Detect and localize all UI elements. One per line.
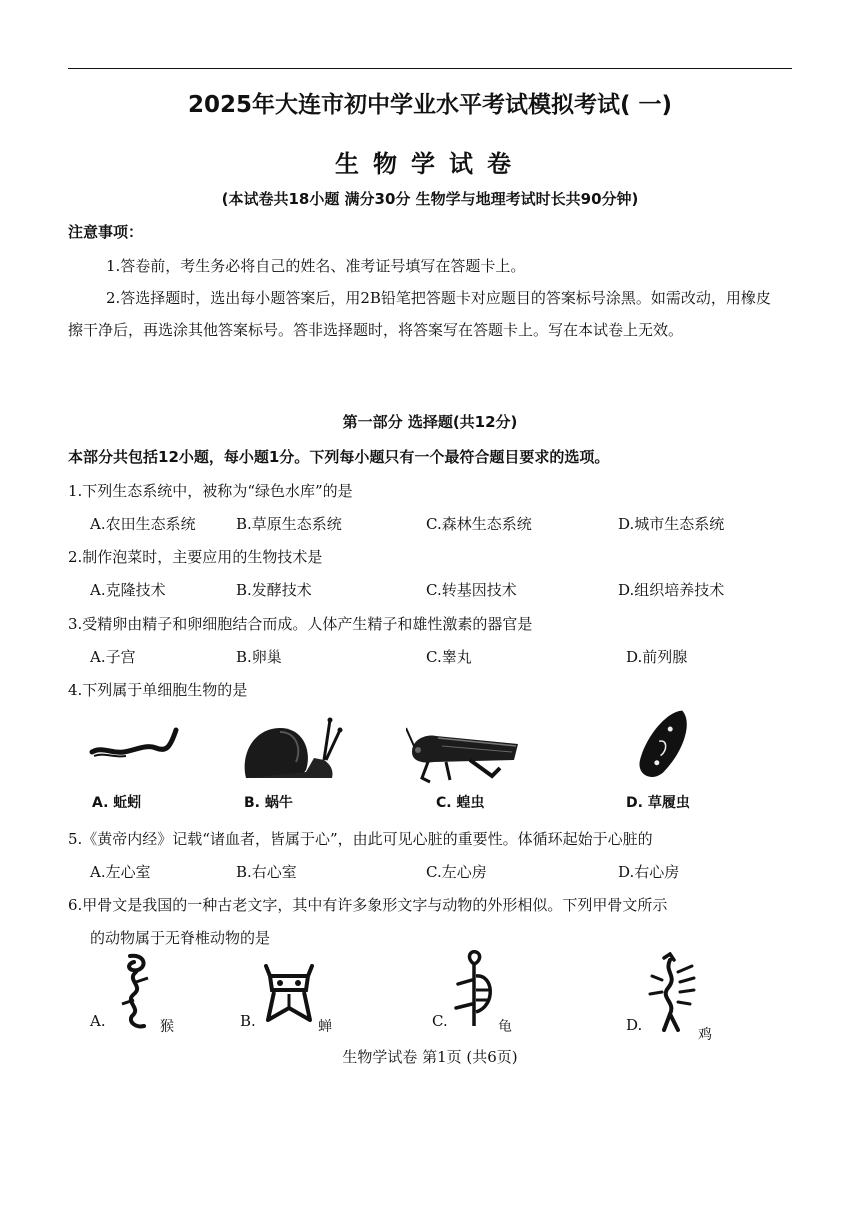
- q4-label-b: B. 蜗牛: [244, 795, 293, 811]
- question-4-stem: 4.下列属于单细胞生物的是: [68, 681, 248, 699]
- notice-item-2: 2.答选择题时，选出每小题答案后，用2B铅笔把答题卡对应题目的答案标号涂黑。如需改动，用橡皮擦干净后，再选涂其他答案标号。答非选择题时，将答案写在答题卡上。写在本试卷上无效。: [68, 289, 771, 339]
- oracle-turtle-glyph: [454, 950, 498, 1032]
- q6-letter-a: A.: [90, 1012, 106, 1030]
- q6-letter-d: D.: [626, 1016, 643, 1034]
- question-1-stem: 1.下列生态系统中，被称为“绿色水库”的是: [68, 482, 353, 500]
- q2-option-d: D.组织培养技术: [618, 581, 725, 599]
- notice-heading: 注意事项：: [68, 223, 144, 241]
- section-heading: 第一部分 选择题(共12分): [342, 413, 518, 431]
- q2-option-b: B.发酵技术: [236, 581, 312, 599]
- q1-option-c: C.森林生态系统: [426, 515, 532, 533]
- q6-letter-b: B.: [240, 1012, 256, 1030]
- exam-subject: 生物学试卷: [335, 150, 525, 178]
- page-footer: 生物学试卷 第1页 (共6页): [342, 1048, 518, 1066]
- q3-option-c: C.睾丸: [426, 648, 472, 666]
- oracle-chicken-glyph: [648, 952, 698, 1032]
- q6-name-a: 猴: [160, 1019, 174, 1035]
- question-6-stem-line2: 的动物属于无脊椎动物的是: [90, 929, 271, 947]
- oracle-cicada-glyph: [262, 964, 316, 1028]
- exam-title: 2025年大连市初中学业水平考试模拟考试( 一): [187, 92, 673, 118]
- q4-label-a: A. 蚯蚓: [92, 795, 142, 811]
- q3-option-b: B.卵巢: [236, 648, 282, 666]
- q6-name-c: 龟: [498, 1019, 512, 1035]
- q6-name-d: 鸡: [698, 1027, 712, 1043]
- top-rule: [68, 68, 792, 69]
- question-5-stem: 5.《黄帝内经》记载“诸血者，皆属于心”，由此可见心脏的重要性。体循环起始于心脏的: [68, 830, 653, 848]
- snail-image: [240, 714, 344, 784]
- q5-option-d: D.右心房: [618, 863, 680, 881]
- question-6-stem-line1: 6.甲骨文是我国的一种古老文字，其中有许多象形文字与动物的外形相似。下列甲骨文所示: [68, 896, 668, 914]
- question-3-stem: 3.受精卵由精子和卵细胞结合而成。人体产生精子和雄性激素的器官是: [68, 615, 533, 633]
- oracle-monkey-glyph: [114, 952, 158, 1032]
- q6-letter-c: C.: [432, 1012, 448, 1030]
- q4-label-c: C. 蝗虫: [436, 795, 485, 811]
- locust-image: [406, 722, 522, 784]
- q1-option-a: A.农田生态系统: [90, 515, 196, 533]
- q5-option-c: C.左心房: [426, 863, 487, 881]
- q5-option-b: B.右心室: [236, 863, 297, 881]
- paramecium-image: [636, 704, 692, 786]
- section-intro: 本部分共包括12小题，每小题1分。下列每小题只有一个最符合题目要求的选项。: [68, 448, 610, 466]
- notice-item-1: 1.答卷前，考生务必将自己的姓名、准考证号填写在答题卡上。: [106, 257, 526, 275]
- q1-option-b: B.草原生态系统: [236, 515, 342, 533]
- q3-option-a: A.子宫: [90, 648, 136, 666]
- q5-option-a: A.左心室: [90, 863, 151, 881]
- q4-label-d: D. 草履虫: [626, 795, 690, 811]
- q2-option-c: C.转基因技术: [426, 581, 517, 599]
- q6-name-b: 蝉: [318, 1019, 332, 1035]
- question-2-stem: 2.制作泡菜时，主要应用的生物技术是: [68, 548, 323, 566]
- q3-option-d: D.前列腺: [626, 648, 688, 666]
- q1-option-d: D.城市生态系统: [618, 515, 725, 533]
- exam-info: (本试卷共18小题 满分30分 生物学与地理考试时长共90分钟): [221, 190, 639, 208]
- q2-option-a: A.克隆技术: [90, 581, 166, 599]
- earthworm-image: [88, 718, 184, 770]
